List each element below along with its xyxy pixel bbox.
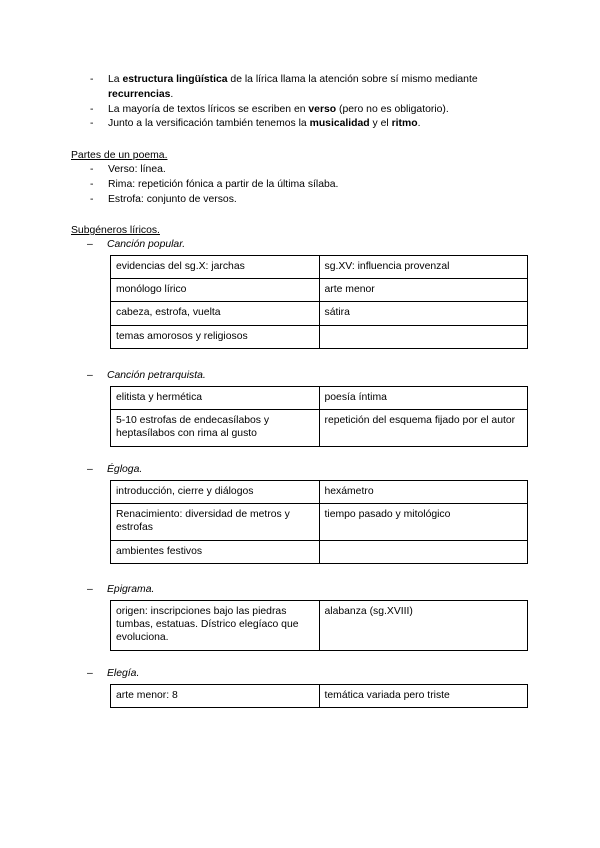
section-cancion-petrarquista bbox=[89, 369, 528, 447]
table-cancion-petrarquista bbox=[110, 386, 528, 447]
table-cell: temas amorosos y religiosos bbox=[111, 325, 320, 348]
table-elegia bbox=[110, 684, 528, 708]
table-cell: temática variada pero triste bbox=[319, 685, 528, 708]
section-elegia bbox=[89, 667, 528, 708]
text: . bbox=[417, 118, 421, 130]
section-title: – Epigrama. bbox=[89, 583, 528, 597]
partes-item-verso: - Verso: línea. bbox=[90, 163, 520, 178]
table-row bbox=[111, 410, 528, 446]
section-title: – Canción petrarquista. bbox=[89, 369, 528, 383]
section-egloga bbox=[89, 463, 528, 564]
section-epigrama bbox=[89, 583, 528, 651]
table-cell: alabanza (sg.XVIII) bbox=[319, 601, 528, 651]
table-cell: origen: inscripciones bajo las piedras tumbas, estatuas. Dístrico elegíaco que evoluciona. bbox=[111, 601, 320, 651]
table-cell: monólogo lírico bbox=[111, 279, 320, 302]
table-row bbox=[111, 481, 528, 504]
intro-list bbox=[90, 73, 520, 132]
table-epigrama bbox=[110, 600, 528, 651]
table-row bbox=[111, 325, 528, 348]
subgeneros-heading: Subgéneros líricos. bbox=[71, 225, 160, 236]
text: de la lírica llama la atención sobre sí mismo mediante bbox=[227, 74, 478, 85]
table-cell: cabeza, estrofa, vuelta bbox=[111, 302, 320, 325]
table-cell: evidencias del sg.X: jarchas bbox=[111, 256, 320, 279]
table-egloga bbox=[110, 480, 528, 564]
bold-term: estructura lingüística bbox=[122, 74, 228, 85]
table-row bbox=[111, 540, 528, 563]
table-cell: ambientes festivos bbox=[111, 540, 320, 563]
intro-item-3 bbox=[90, 117, 520, 132]
table-cell bbox=[319, 325, 528, 348]
text: (pero no es obligatorio). bbox=[336, 103, 449, 115]
table-cell: arte menor: 8 bbox=[111, 685, 320, 708]
text: Junto a la versificación también tenemos la bbox=[108, 118, 310, 130]
table-cell: arte menor bbox=[319, 279, 528, 302]
partes-list bbox=[90, 163, 520, 207]
section-title: – Canción popular. bbox=[89, 238, 528, 252]
partes-heading: Partes de un poema. bbox=[71, 150, 168, 161]
table-cell: tiempo pasado y mitológico bbox=[319, 504, 528, 540]
section-title: – Elegía. bbox=[89, 667, 528, 681]
table-row bbox=[111, 279, 528, 302]
text: La bbox=[108, 74, 123, 85]
partes-item-estrofa: - Estrofa: conjunto de versos. bbox=[90, 193, 520, 208]
table-cell: 5-10 estrofas de endecasílabos y heptasílabos con rima al gusto bbox=[111, 410, 320, 446]
table-cell: introducción, cierre y diálogos bbox=[111, 481, 320, 504]
intro-item-1 bbox=[90, 73, 520, 103]
table-cell: sg.XV: influencia provenzal bbox=[319, 256, 528, 279]
bold-term: verso bbox=[308, 103, 337, 115]
table-row bbox=[111, 302, 528, 325]
table-row bbox=[111, 504, 528, 540]
partes-item-rima: - Rima: repetición fónica a partir de la última sílaba. bbox=[90, 178, 520, 193]
bold-term: recurrencias bbox=[108, 88, 171, 100]
table-cell: sátira bbox=[319, 302, 528, 325]
table-cell: elitista y hermética bbox=[111, 387, 320, 410]
table-row bbox=[111, 256, 528, 279]
table-cell: Renacimiento: diversidad de metros y estrofas bbox=[111, 504, 320, 540]
table-row bbox=[111, 685, 528, 708]
table-cell: hexámetro bbox=[319, 481, 528, 504]
section-cancion-popular bbox=[89, 238, 528, 349]
bold-term: musicalidad bbox=[309, 118, 370, 130]
table-row bbox=[111, 387, 528, 410]
table-cell bbox=[319, 540, 528, 563]
bold-term: ritmo bbox=[391, 118, 418, 130]
text: y el bbox=[369, 118, 392, 130]
intro-item-2 bbox=[90, 103, 520, 118]
table-cell: poesía íntima bbox=[319, 387, 528, 410]
table-cell: repetición del esquema fijado por el autor bbox=[319, 410, 528, 446]
text: La mayoría de textos líricos se escriben en bbox=[108, 103, 309, 115]
text: . bbox=[170, 88, 174, 100]
section-title: – Égloga. bbox=[89, 463, 528, 477]
table-row bbox=[111, 601, 528, 651]
table-cancion-popular bbox=[110, 255, 528, 349]
